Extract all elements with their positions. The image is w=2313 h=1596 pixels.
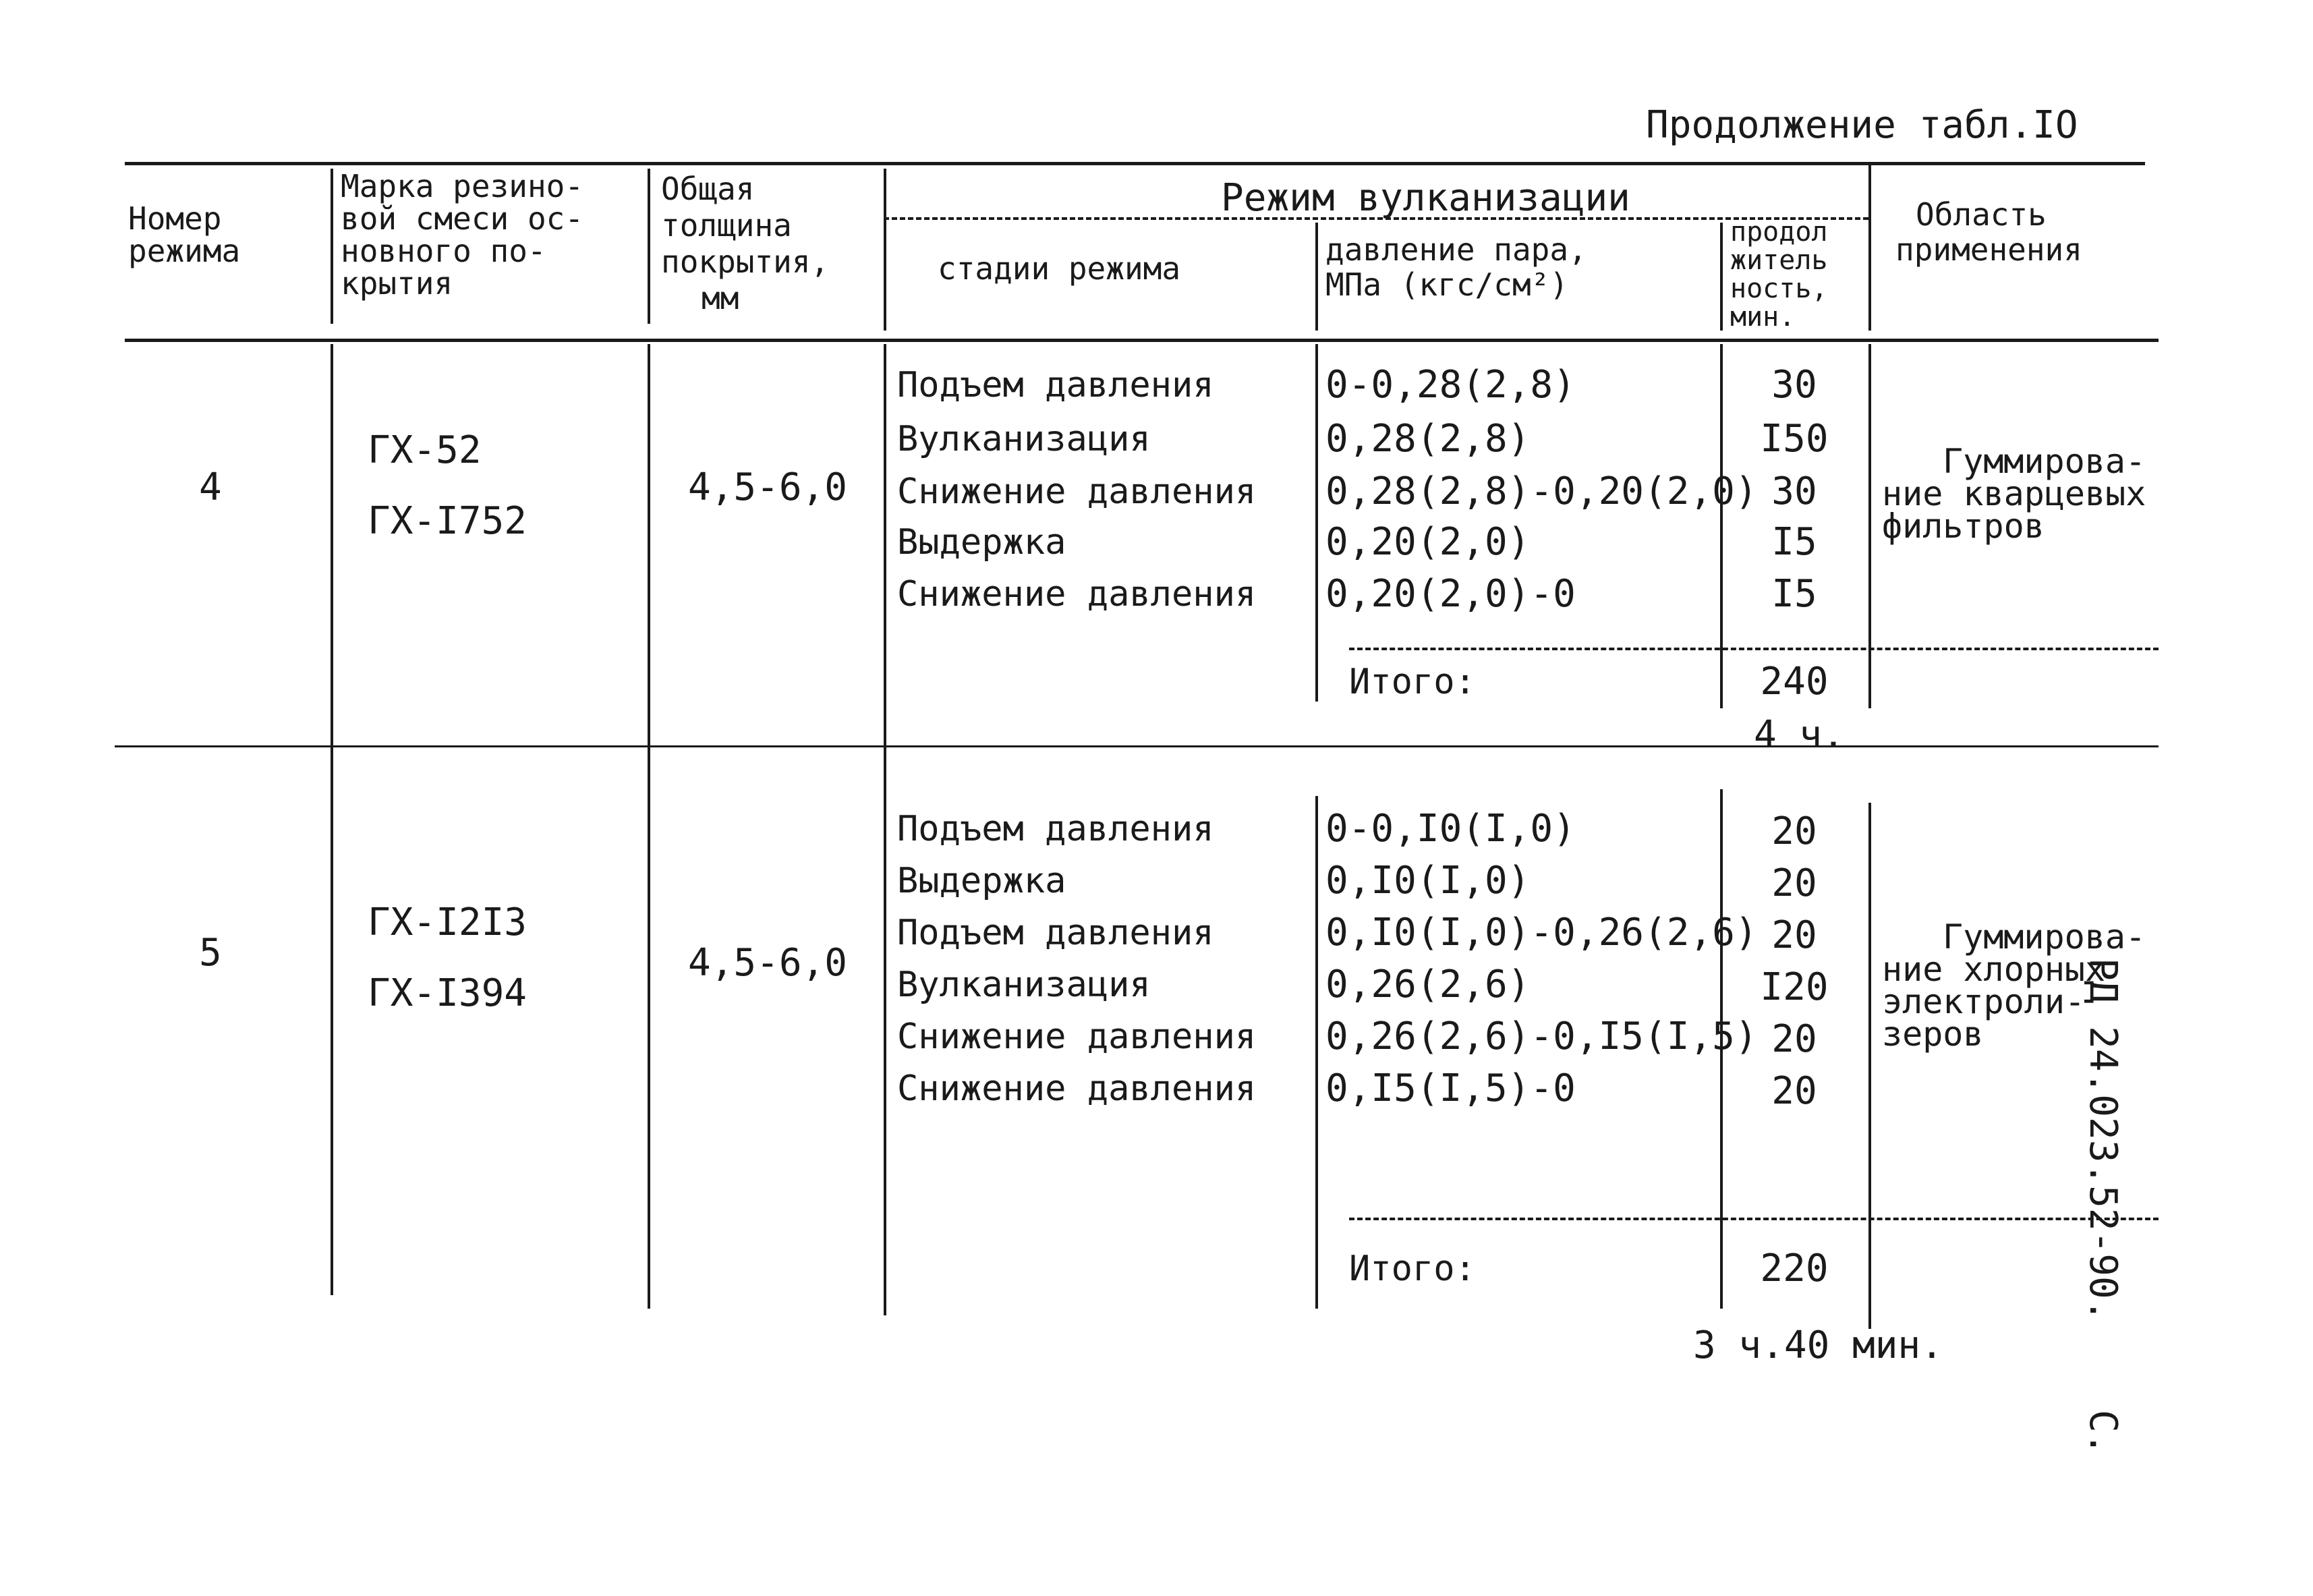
- row1-pressure-5: 0,20(2,0)-0: [1325, 572, 1576, 616]
- header-thickness-line3: покрытия,: [661, 244, 830, 280]
- row1-pressure-3: 0,28(2,8)-0,20(2,0): [1325, 469, 1758, 513]
- header-pressure-line1: давление пара,: [1325, 231, 1587, 268]
- body-sep-1: [331, 344, 333, 1295]
- header-thickness-line2: толщина: [661, 207, 792, 244]
- row2-thickness: 4,5-6,0: [688, 941, 848, 985]
- header-duration-line2: житель: [1730, 245, 1828, 276]
- row1-duration-4: I5: [1771, 520, 1817, 564]
- row1-application-line2: ние кварцевых: [1882, 474, 2146, 513]
- row2-stage-1: Подъем давления: [897, 809, 1214, 849]
- header-application-line1: Область: [1916, 196, 2047, 233]
- row2-stage-3: Подъем давления: [897, 913, 1214, 953]
- header-bottom-rule: [125, 339, 2159, 342]
- header-sep-6: [1868, 162, 1871, 331]
- row1-mark-2: ГХ-I752: [368, 499, 527, 543]
- row1-pressure-2: 0,28(2,8): [1325, 417, 1531, 461]
- row1-mark-1: ГХ-52: [368, 428, 482, 472]
- row1-pressure-4: 0,20(2,0): [1325, 520, 1531, 564]
- row1-duration-1: 30: [1771, 363, 1817, 407]
- row2-application-line3: электроли-: [1882, 982, 2086, 1021]
- body-sep-6b: [1868, 803, 1871, 1329]
- header-sep-2: [648, 169, 650, 324]
- row2-stage-4: Вулканизация: [897, 965, 1151, 1005]
- header-application-line2: применения: [1895, 231, 2082, 268]
- row-separator: [115, 745, 2159, 747]
- row1-duration-2: I50: [1760, 417, 1829, 461]
- table-caption: Продолжение табл.IO: [1646, 103, 2078, 147]
- header-stages: стадии режима: [938, 250, 1181, 287]
- header-mark-line1: Марка резино-: [341, 168, 584, 204]
- row2-mark-1: ГХ-I2I3: [368, 901, 527, 944]
- row1-stage-5: Снижение давления: [897, 574, 1257, 615]
- header-number-line1: Номер: [128, 200, 222, 237]
- row1-pressure-1: 0-0,28(2,8): [1325, 363, 1576, 407]
- header-mark-line3: новного по-: [341, 233, 546, 269]
- row1-total-rule: [1349, 648, 2159, 650]
- row2-duration-1: 20: [1771, 809, 1817, 853]
- row2-application-line4: зеров: [1882, 1015, 1984, 1054]
- header-sep-5: [1720, 223, 1723, 331]
- body-sep-6a: [1868, 344, 1871, 708]
- row2-stage-5: Снижение давления: [897, 1017, 1257, 1057]
- row2-duration-6: 20: [1771, 1069, 1817, 1113]
- row2-pressure-6: 0,I5(I,5)-0: [1325, 1066, 1576, 1110]
- row1-stage-2: Вулканизация: [897, 419, 1151, 459]
- header-mark-line4: крытия: [341, 265, 453, 302]
- row2-duration-5: 20: [1771, 1017, 1817, 1061]
- row2-pressure-1: 0-0,I0(I,0): [1325, 807, 1576, 851]
- row1-total-label: Итого:: [1349, 662, 1476, 702]
- header-thickness-line1: Общая: [661, 171, 755, 207]
- row1-total: 240: [1760, 660, 1829, 704]
- row2-application-line1: Гуммирова-: [1943, 917, 2146, 957]
- row2-total-rule: [1349, 1218, 2159, 1220]
- document-code: РД 24.023.52-90.: [2081, 958, 2125, 1322]
- row2-mark-2: ГХ-I394: [368, 971, 527, 1015]
- table-top-rule: [125, 162, 2145, 165]
- row1-duration-5: I5: [1771, 572, 1817, 616]
- row1-number: 4: [199, 465, 222, 509]
- header-thickness-line4: мм: [702, 280, 739, 316]
- header-pressure-line2: МПа (кгс/см²): [1325, 266, 1569, 303]
- body-sep-2: [648, 344, 650, 1309]
- body-sep-4b: [1315, 796, 1318, 1309]
- header-duration-line3: ность,: [1730, 273, 1828, 304]
- row1-stage-3: Снижение давления: [897, 472, 1257, 512]
- header-number-line2: режима: [128, 233, 241, 269]
- row1-thickness: 4,5-6,0: [688, 465, 848, 509]
- row2-application-line2: ние хлорных: [1882, 950, 2106, 989]
- header-mark-line2: вой смеси ос-: [341, 200, 584, 237]
- row2-total-time: 3 ч.40 мин.: [1693, 1323, 1943, 1367]
- row1-application-line1: Гуммирова-: [1943, 442, 2146, 481]
- row1-total-time: 4 ч.: [1754, 713, 1845, 757]
- header-duration-line4: мин.: [1730, 302, 1796, 333]
- row1-application-line3: фильтров: [1882, 507, 2045, 546]
- row2-stage-6: Снижение давления: [897, 1068, 1257, 1109]
- body-sep-3: [884, 344, 886, 1315]
- header-sep-4: [1315, 223, 1318, 331]
- row2-number: 5: [199, 931, 222, 975]
- row1-stage-4: Выдержка: [897, 522, 1066, 563]
- row2-total-label: Итого:: [1349, 1249, 1476, 1289]
- row2-total: 220: [1760, 1247, 1829, 1290]
- row2-duration-3: 20: [1771, 913, 1817, 957]
- body-sep-5a: [1720, 344, 1723, 708]
- row2-stage-2: Выдержка: [897, 861, 1066, 901]
- row2-pressure-3: 0,I0(I,0)-0,26(2,6): [1325, 911, 1758, 954]
- body-sep-4a: [1315, 344, 1318, 702]
- row2-pressure-5: 0,26(2,6)-0,I5(I,5): [1325, 1015, 1758, 1058]
- page-label: С.: [2081, 1410, 2125, 1456]
- header-duration-line1: продол: [1730, 217, 1828, 248]
- row2-pressure-4: 0,26(2,6): [1325, 963, 1531, 1006]
- row2-duration-2: 20: [1771, 861, 1817, 905]
- header-vulcanization-group: Режим вулканизации: [1221, 176, 1630, 220]
- row1-stage-1: Подъем давления: [897, 365, 1214, 405]
- header-sep-3: [884, 169, 886, 331]
- row1-duration-3: 30: [1771, 469, 1817, 513]
- header-sep-1: [331, 169, 333, 324]
- row2-duration-4: I20: [1760, 965, 1829, 1009]
- row2-pressure-2: 0,I0(I,0): [1325, 859, 1531, 903]
